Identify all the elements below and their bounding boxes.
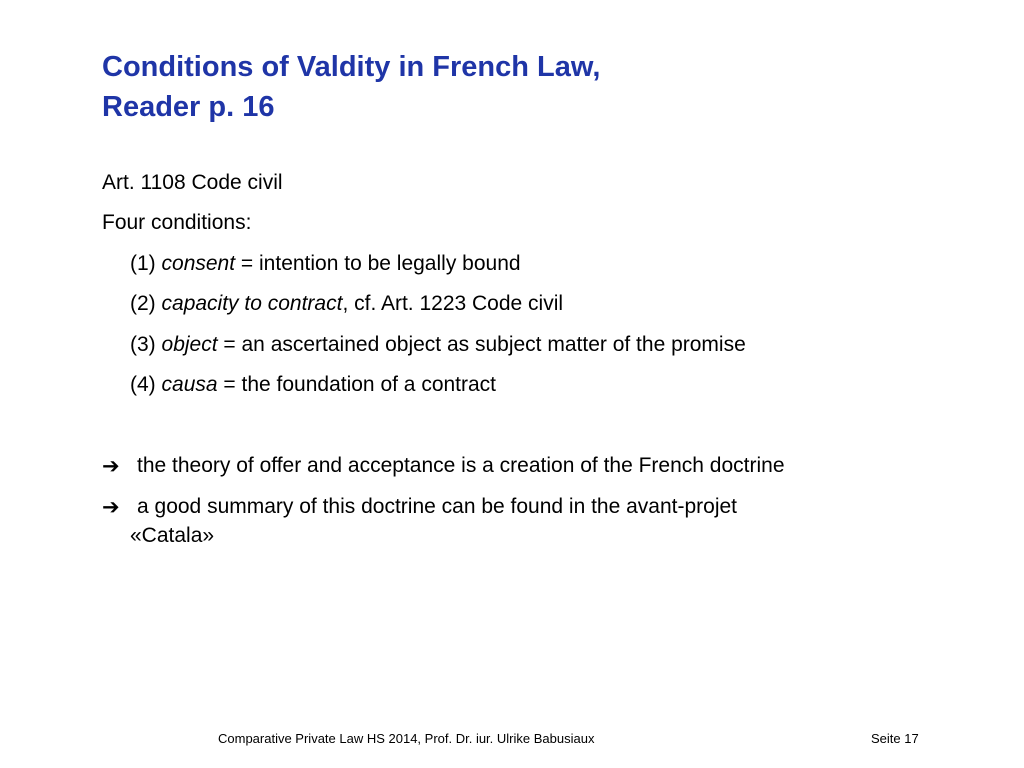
condition-separator: = (235, 252, 260, 275)
condition-number: (2) (130, 292, 156, 315)
intro-article: Art. 1108 Code civil (102, 171, 283, 194)
condition-term: consent (161, 252, 236, 275)
condition-item-1 (130, 250, 521, 278)
bullet-summary: a good summary of this doctrine can be found in the avant-projet (137, 495, 738, 518)
title-line-2: Reader p. 16 (102, 91, 275, 123)
condition-separator: = (217, 333, 242, 356)
condition-item-2 (130, 290, 563, 318)
condition-term: object (161, 333, 218, 356)
intro-four-conditions: Four conditions: (102, 211, 252, 234)
right-arrow-icon: ➔ (102, 454, 120, 478)
condition-term: causa (161, 373, 218, 396)
bullet-summary-continuation: «Catala» (130, 524, 215, 547)
slide-title (102, 47, 600, 127)
condition-description: intention to be legally bound (259, 252, 521, 275)
condition-term: capacity to contract (161, 292, 343, 315)
right-arrow-icon: ➔ (102, 495, 120, 519)
title-line-1: Conditions of Valdity in French Law, (102, 51, 601, 83)
condition-number: (3) (130, 333, 156, 356)
condition-separator: = (217, 373, 242, 396)
condition-number: (1) (130, 252, 156, 275)
condition-separator: , (342, 292, 355, 315)
bullet-offer-acceptance: the theory of offer and acceptance is a creation of the French doctrine (137, 454, 785, 477)
condition-item-4 (130, 371, 496, 399)
condition-number: (4) (130, 373, 156, 396)
footer-course-info: Comparative Private Law HS 2014, Prof. Dr. iur. Ulrike Babusiaux (218, 731, 595, 746)
condition-item-3 (130, 331, 746, 359)
condition-description: cf. Art. 1223 Code civil (354, 292, 564, 315)
condition-description: an ascertained object as subject matter of the promise (241, 333, 746, 356)
condition-description: the foundation of a contract (241, 373, 497, 396)
footer-page-number: Seite 17 (871, 731, 919, 746)
